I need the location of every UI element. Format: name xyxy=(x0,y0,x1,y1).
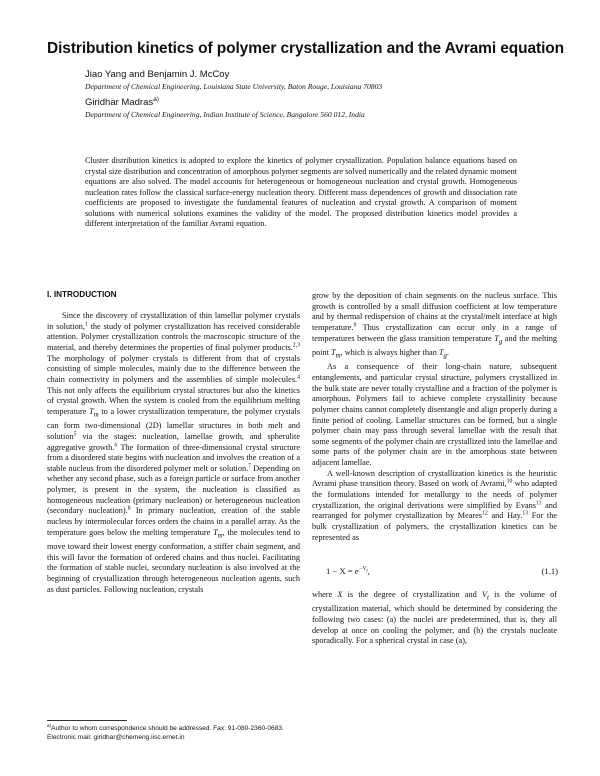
reference-mark: 11 xyxy=(535,500,542,506)
text-run: and Hay. xyxy=(487,511,523,521)
equation-lhs: 1 − X = e xyxy=(326,566,359,576)
math-symbol: X xyxy=(337,590,343,599)
reference-mark: 10 xyxy=(506,478,513,485)
paragraph-after-equation xyxy=(312,590,557,647)
text-run: where xyxy=(312,590,338,599)
equation-1-1 xyxy=(326,566,558,576)
intro-paragraph-2: As a consequence of their long-chain nature, subsequent entanglements, and particular crystal structure, polymers crystallized in the bulk state are never totally crystalline and a fraction of the polymer is amorphous. Polymers fail to achieve complete crystallinity because polymer chains cannot completely disentangle and align properly during a finite period of cooling. Lamellar structures can be formed, but a single polymer chain may pass through several lamellae with the result that some segments of the polymer chain are crystallized into the lamellae and some parts of the polymer chain are in the amorphous state between adjacent lamellae. xyxy=(312,362,557,468)
text-run: is the volume of crystallization material, which should be determined by considering the following two cases: (a) the nuclei are predetermined, that is, they all develop at once on cooling the polymer, and (b) the crystals nucleate sporadically. For a spherical crystal in case (a), xyxy=(312,590,558,646)
reference-mark: 13 xyxy=(522,510,529,517)
text-run: to a lower crystallization temperature, the polymer crystals can form two-dimensional (2D) lamellar structures in both melt and solution xyxy=(47,406,300,441)
reference-mark: 6 xyxy=(114,441,118,448)
math-subscript: m xyxy=(93,411,99,419)
paper-title: Distribution kinetics of polymer crystallization and the Avrami equation xyxy=(47,40,565,57)
exponent-symbol: −V xyxy=(358,566,367,573)
right-column xyxy=(312,291,557,543)
math-subscript: m xyxy=(335,352,341,360)
text-run: . xyxy=(446,347,449,357)
author-2-mark: a) xyxy=(153,95,160,103)
math-symbol: V xyxy=(482,590,488,599)
footnote-text: Author to whom correspondence should be addressed. Fax: 91-080-2360-0683. Electronic mail: giridhar@chemeng.iisc.ernet.in xyxy=(47,725,284,742)
math-subscript: g xyxy=(443,352,447,360)
affiliation-1: Department of Chemical Engineering, Louisiana State University, Baton Rouge, Louisiana 70803 xyxy=(85,82,383,91)
reference-mark: 12 xyxy=(482,510,488,517)
reference-mark: 2,3 xyxy=(292,342,300,349)
text-run: grow by the deposition of chain segments on the nucleus surface. This growth is controlled by a small diffusion coefficient at low temperature and by thermal redispersion of chains at the crystal/melt interface at high temperature. xyxy=(312,291,557,332)
text-run: For the bulk crystallization of polymers, the crystallization kinetics can be represented as xyxy=(312,511,558,542)
equation-number: (1.1) xyxy=(541,566,558,576)
footnote-divider xyxy=(47,720,127,721)
math-symbol: T xyxy=(89,406,94,416)
text-run: In primary nucleation, creation of the stable nucleus by intermolecular forces orders the chains in a parallel array. As the temperature goes below the melting temperature xyxy=(47,506,300,537)
text-run: , which is always higher than xyxy=(340,347,439,357)
equation-exponent xyxy=(358,566,368,575)
text-run: This not only affects the equilibrium crystal structures but also the kinetics of crystal growth. When the system is cooled from the equilibrium melting temperature xyxy=(47,385,300,416)
text-run: The morphology of polymer crystals is different from that of crystals consisting of simple molecules, mainly due to the difference between the chain connectivity in polymers and the assemblies of simple molecules. xyxy=(47,353,300,384)
intro-paragraph-continued xyxy=(312,291,557,362)
text-run: A well-known description of crystallization kinetics is the heuristic Avrami phase transition theory. Based on work of Avrami, xyxy=(312,468,557,489)
exponent-subscript: t xyxy=(366,569,368,575)
math-symbol: T xyxy=(494,333,499,343)
text-run: , the molecules tend to move toward their lowest energy conformation, a stiffer chain segment, and this will favor the formation of ordered chains and thus nuclei. Facilitating the formation of stable nuclei, secondary nucleation is also involved at the beginning of crystallization through heterogeneous nucleation agents, such as dust particles. Following nucleation, crystals xyxy=(47,527,300,594)
intro-paragraph-1 xyxy=(47,311,300,595)
intro-paragraph-3 xyxy=(312,469,557,544)
reference-mark: 7 xyxy=(248,463,252,470)
text-run: who adapted the formulations intended for metallurgy to the needs of polymer crystallization, the original derivations were simplified by Evans xyxy=(312,479,557,510)
equation-comma: , xyxy=(367,566,370,576)
math-symbol: T xyxy=(438,347,444,357)
reference-mark: 4 xyxy=(297,374,300,381)
math-symbol: T xyxy=(331,347,336,357)
text-run: and rearranged for polymer crystallization by Meares xyxy=(312,500,557,521)
math-subscript: g xyxy=(498,338,503,346)
text-run: Since the discovery of crystallization of thin lamellar polymer crystals in solution, xyxy=(47,311,300,331)
text-run: via the stages: nucleation, lamellae growth, and spherulite aggregative growth. xyxy=(47,431,300,452)
left-column xyxy=(47,311,300,595)
reference-mark: 1 xyxy=(84,320,88,327)
author-2-name: Giridhar Madras xyxy=(85,97,154,108)
text-run: The formation of three-dimensional crystal structure from a disordered state begins with nucleation and involves the creation of a stable nucleus from the disordered polymer melt or solution. xyxy=(47,442,301,473)
right-column-lower xyxy=(312,590,557,647)
text-run: is the degree of crystallization and xyxy=(342,590,482,599)
reference-mark: 9 xyxy=(353,322,357,329)
affiliation-2: Department of Chemical Engineering, Indian Institute of Science, Bangalore 560 012, India xyxy=(85,110,365,119)
math-symbol: T xyxy=(213,527,218,537)
text-run: Depending on whether any second phase, such as a foreign particle or surface from another polymer, is present in the system, the nucleation is classified as homogeneous nucleation (primary nucleation) or heterogeneous nucleation (secondary nucleation). xyxy=(47,463,300,516)
math-subscript: m xyxy=(217,532,223,540)
footnote-mark: a) xyxy=(47,722,52,728)
reference-mark: 5 xyxy=(73,431,77,438)
abstract: Cluster distribution kinetics is adopted to explore the kinetics of polymer crystallization. Population balance equations based on crystal size distribution and concentration of amorphous polymer segments are solved numerically and the related dynamic moment equations are also solved. The model accounts for heterogeneous or homogeneous nucleation and crystal growth. Homogeneous nucleation rates follow the classical surface-energy nucleation theory. Different mass dependences of growth and dissociation rate coefficients are proposed to investigate the fundamental features of nucleation and crystal growth. A comparison of moment solutions with numerical solutions examines the validity of the model. The proposed distribution kinetics model provides a different interpretation of the familiar Avrami equation. xyxy=(85,156,517,229)
author-line-1: Jiao Yang and Benjamin J. McCoy xyxy=(85,69,230,80)
author-line-2 xyxy=(85,97,159,108)
math-subscript: t xyxy=(487,594,489,602)
reference-mark: 8 xyxy=(127,505,131,512)
text-run: and the melting point xyxy=(312,333,557,357)
text-run: the study of polymer crystallization has received considerable attention. Polymer crystallization controls the macroscopic structure of the material, and thereby determines the properties of final polymer products. xyxy=(47,321,300,352)
footnote xyxy=(47,724,300,742)
text-run: Thus crystallization can occur only in a range of temperatures between the glass transition temperature xyxy=(312,322,557,343)
section-heading: I. INTRODUCTION xyxy=(47,290,117,299)
